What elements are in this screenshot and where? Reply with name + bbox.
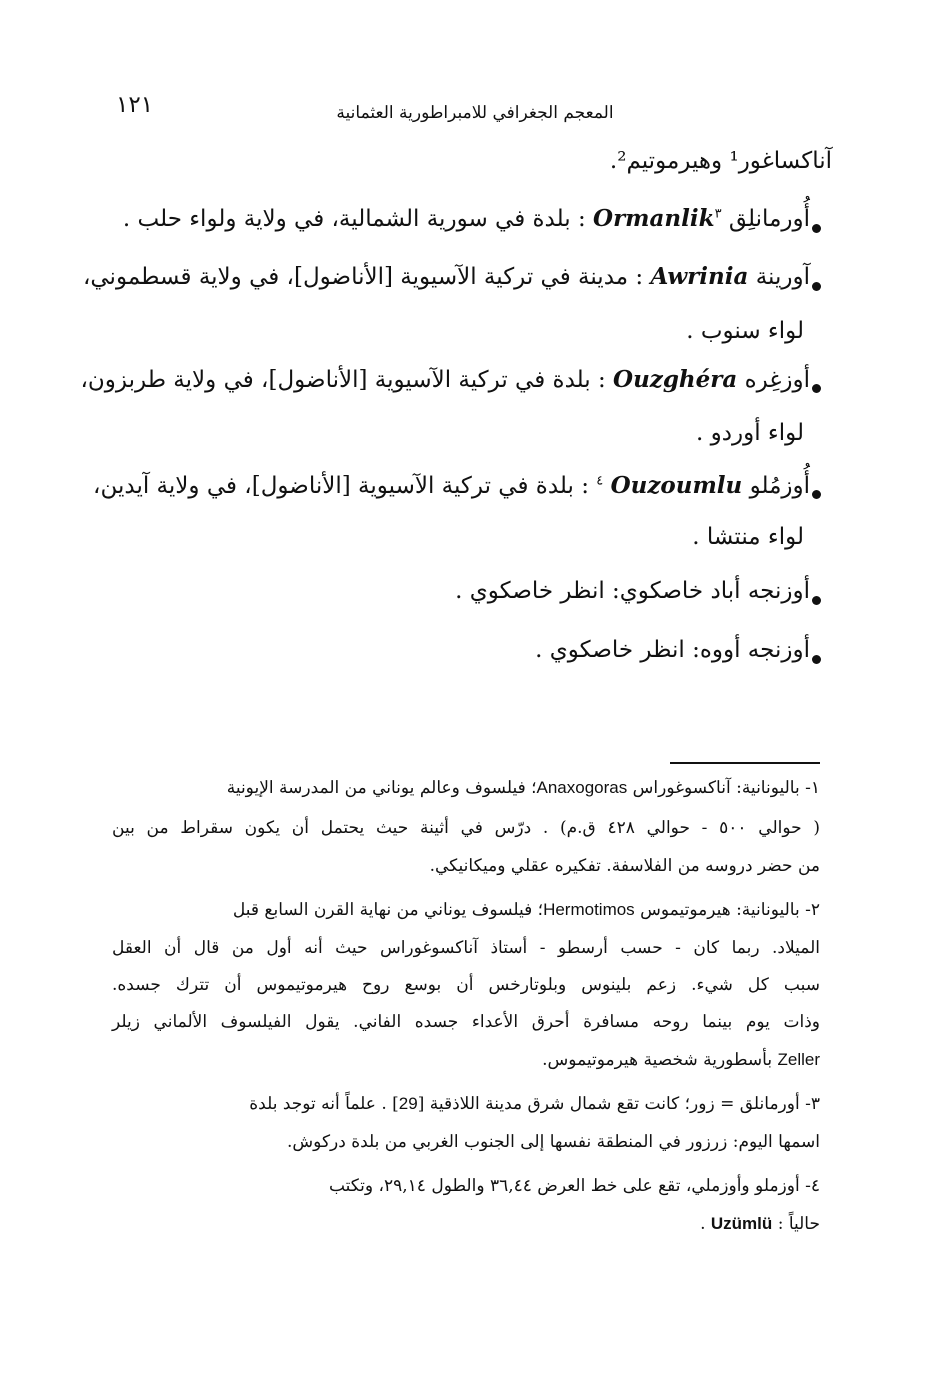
footnote-2-line: الميلاد. ربما كان - حسب أرسطو - أستاذ آناكسوغوراس حيث أنه أول من قال أن العقل (112, 938, 820, 958)
bullet-icon (812, 655, 821, 664)
footnote-text: بأسطورية شخصية هيرموتيموس. (542, 1050, 773, 1070)
bullet-icon (812, 490, 821, 499)
entry-name: أوزغِره (744, 367, 810, 393)
entry-continuation: لواء سنوب . (686, 318, 804, 344)
entry-continuation: لواء منتشا . (692, 524, 804, 550)
footnote-2-line (542, 1050, 820, 1070)
entry-text: : بلدة في سورية الشمالية، في ولاية ولواء حلب . (122, 206, 586, 232)
footnote-latin: Uzümlü (710, 1214, 773, 1233)
footnote-4-line: حالياً : Uzümlü . (700, 1214, 820, 1234)
entry-name: آورينة (755, 264, 810, 290)
entry-latin: Ouzoumlu (610, 472, 743, 499)
entry-see-also: أوزنجه أباد خاصكوي: انظر خاصكوي . (455, 578, 810, 604)
footnote-ref: ٤ (596, 473, 604, 489)
entry-ouzghera (80, 366, 810, 393)
footnote-text: ؛ فيلسوف وعالم يوناني من المدرسة الإيونية (226, 778, 537, 798)
footnote-2-line (233, 900, 820, 920)
footnote-ref: ٣ (714, 206, 722, 222)
continuation-line: آناكساغور¹ وهيرموتيم². (609, 148, 832, 174)
entry-see-also: أوزنجه أووه: انظر خاصكوي . (535, 637, 810, 663)
footnote-text: ١- باليونانية: آناكسوغوراس (632, 778, 820, 798)
entry-continuation: لواء أوردو . (696, 420, 804, 446)
running-title: المعجم الجغرافي للامبراطورية العثمانية (336, 103, 614, 123)
entry-latin: Ormanlik (593, 205, 715, 232)
footnote-1-line: ( حوالي ٥٠٠ - حوالي ٤٢٨ ق.م) . درّس في أثينة حيث يحتمل أن يكون سقراط من بين (112, 818, 821, 838)
footnote-2-line: سبب كل شيء. زعم بلينوس وبلوتارخس أن بوسع روح هيرموتيموس أن تترك جسده. (112, 975, 820, 995)
footnote-4-line: ٤- أوزملو وأوزملي، تقع على خط العرض ٣٦,٤٤ والطول ٢٩,١٤، وتكتب (328, 1176, 820, 1196)
entry-ormanlik (123, 205, 810, 232)
footnote-text: ٢- باليونانية: هيرموتيموس (640, 900, 820, 920)
entry-latin: Awrinia (650, 263, 749, 290)
footnote-1-line: من حضر دروسه من الفلاسفة. تفكيره عقلي وميكانيكي. (429, 856, 820, 876)
footnote-3-line (249, 1094, 820, 1114)
footnote-latin: Anaxogoras (536, 778, 628, 797)
footnote-latin: Hermotimos (543, 900, 635, 919)
entry-latin: Ouzghéra (613, 366, 738, 393)
entry-name: أُوزمُلو (749, 473, 810, 499)
bullet-icon (812, 384, 821, 393)
footnote-2-line: وذات يوم بينما روحه مسافرة أحرق الأعداء جسده الفاني. يقول الفيلسوف الألماني زيلر (112, 1012, 820, 1032)
entry-text: : مدينة في تركية الآسيوية [الأناضول]، في ولاية قسطموني، (82, 264, 644, 290)
bullet-icon (812, 224, 821, 233)
entry-name: أُورمانلِق (728, 206, 810, 232)
footnote-separator (670, 762, 820, 764)
entry-text: : بلدة في تركية الآسيوية [الأناضول]، في ولاية آيدين، (93, 473, 589, 499)
footnote-latin: Zeller (777, 1050, 820, 1069)
footnote-text: ] . علماً أنه توجد بلدة (249, 1094, 399, 1114)
footnote-1-line (227, 778, 820, 798)
page-number: ١٢١ (116, 92, 154, 118)
entry-ouzoumlu (93, 472, 810, 499)
entry-text: : بلدة في تركية الآسيوية [الأناضول]، في ولاية طربزون، (80, 367, 606, 393)
footnote-text: ٣- أورمانلق = زور؛ كانت تقع شمال شرق مدينة اللاذقية [ (417, 1094, 820, 1114)
bullet-icon (812, 596, 821, 605)
footnote-reference: 29 (398, 1094, 418, 1113)
footnote-3-line: اسمها اليوم: زرزور في المنطقة نفسها إلى الجنوب الغربي من بلدة دركوش. (287, 1132, 820, 1152)
bullet-icon (812, 282, 821, 291)
entry-awrinia (83, 263, 810, 290)
footnote-text: ؛ فيلسوف يوناني من نهاية القرن السابع قبل (232, 900, 544, 920)
footnote-text: حالياً : (777, 1214, 820, 1234)
